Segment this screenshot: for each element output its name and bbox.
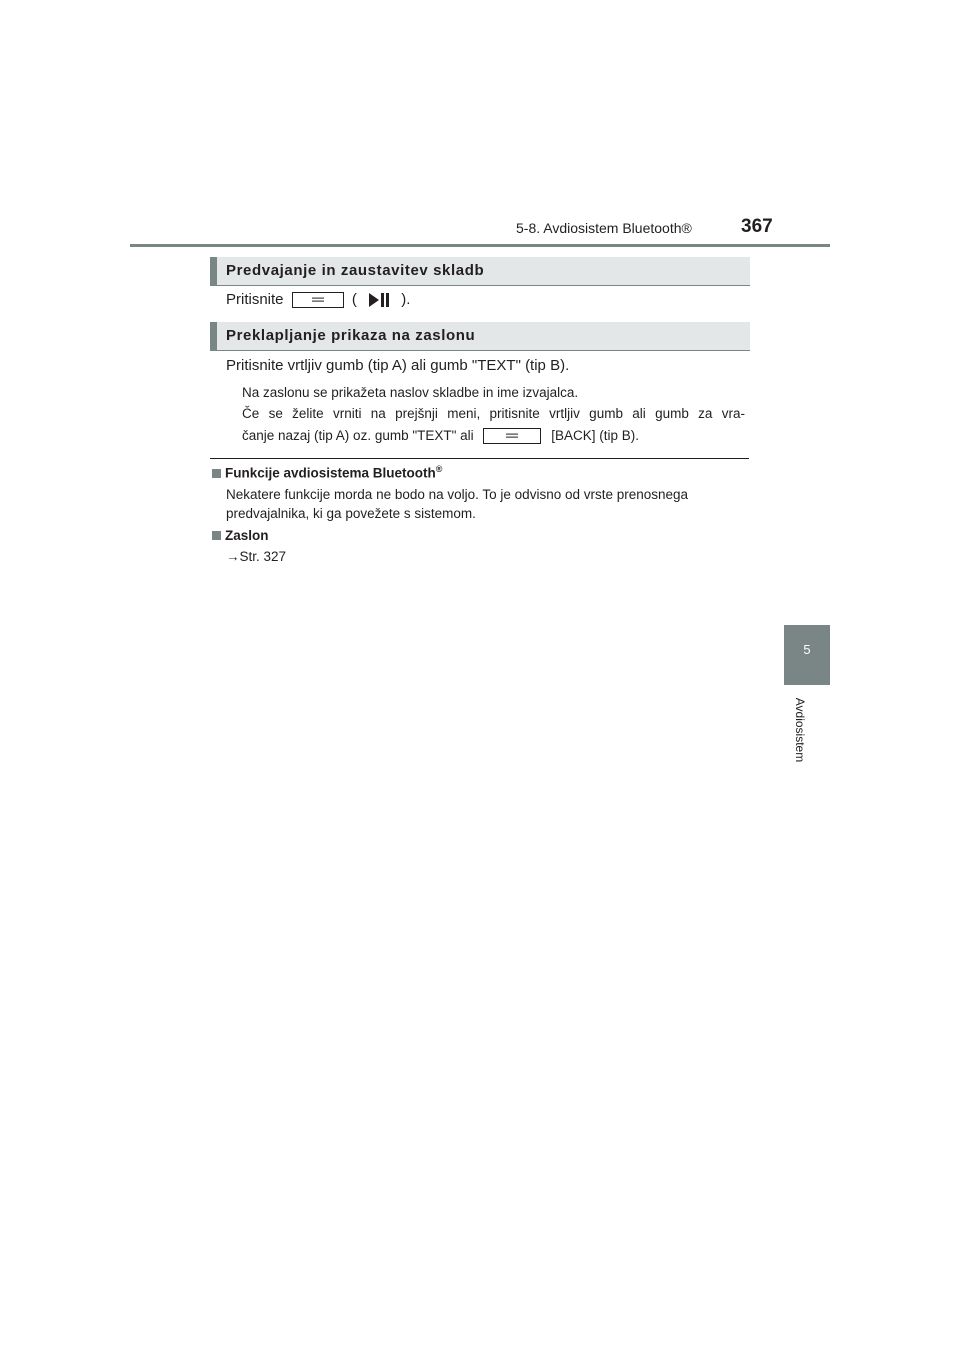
info-heading-display (212, 528, 269, 543)
registered-mark: ® (435, 464, 443, 474)
info-bluetooth-line-2: predvajalnika, ki ga povežete s sistemom. (226, 506, 476, 521)
info-divider (210, 458, 749, 459)
note-prefix: čanje nazaj (tip A) oz. gumb "TEXT" ali (242, 428, 474, 443)
square-bullet-icon (212, 469, 221, 478)
section-heading-playback (210, 257, 750, 286)
info-display-reference[interactable]: →Str. 327 (226, 549, 287, 564)
steering-switch-button-icon (483, 428, 541, 444)
page-number: 367 (741, 216, 773, 237)
paren-close: ). (401, 291, 411, 308)
paren-open: ( (351, 291, 357, 308)
chapter-label-wrapper (770, 690, 844, 780)
section-heading-bar (210, 257, 217, 285)
header-divider (130, 244, 830, 247)
info-heading-text: Funkcije avdiosistema Bluetooth (225, 465, 436, 481)
note-suffix: [BACK] (tip B). (551, 428, 639, 443)
playback-instruction (226, 291, 410, 308)
display-instruction: Pritisnite vrtljiv gumb (tip A) ali gumb "TEXT" (tip B). (226, 357, 570, 374)
info-heading-bluetooth (212, 464, 442, 481)
display-note-2-line-2 (242, 428, 639, 444)
display-note-1: Na zaslonu se prikažeta naslov skladbe in ime izvajalca. (242, 385, 579, 400)
square-bullet-icon (212, 531, 221, 540)
steering-switch-button-icon (292, 292, 344, 308)
chapter-number: 5 (803, 642, 811, 657)
section-heading-bar (210, 322, 217, 350)
display-note-2-line-1: Če se želite vrniti na prejšnji meni, pritisnite vrtljiv gumb ali gumb za vra- (242, 406, 745, 421)
section-heading-text: Predvajanje in zaustavitev skladb (226, 262, 485, 279)
section-heading-text: Preklapljanje prikaza na zaslonu (226, 327, 476, 344)
info-heading-text: Zaslon (225, 528, 269, 543)
chapter-label: Avdiosistem (793, 697, 807, 763)
play-pause-icon (365, 292, 393, 308)
instruction-prefix: Pritisnite (226, 291, 284, 308)
info-bluetooth-line-1: Nekatere funkcije morda ne bodo na voljo. To je odvisno od vrste prenosnega (226, 487, 689, 502)
section-title: 5-8. Avdiosistem Bluetooth® (516, 220, 692, 236)
section-heading-display (210, 322, 750, 351)
